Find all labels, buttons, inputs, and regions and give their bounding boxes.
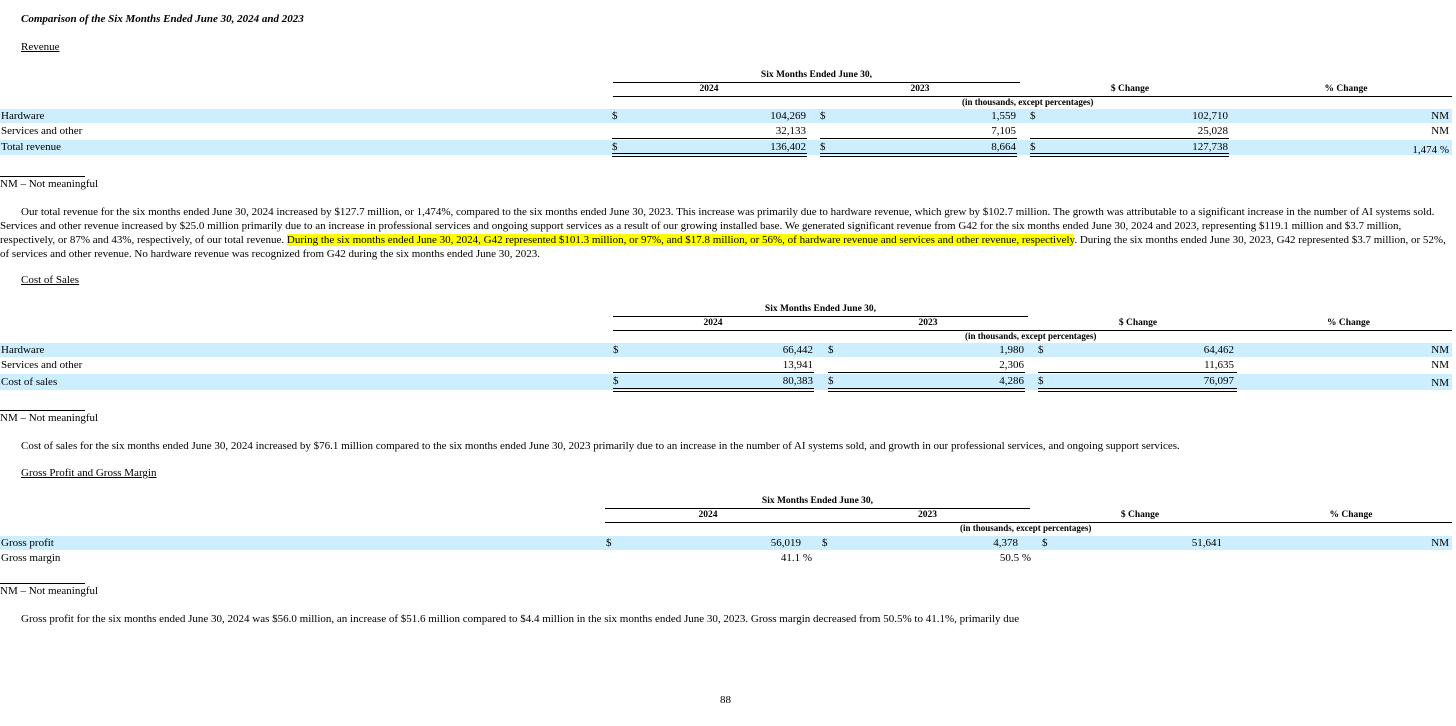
year-2023-header: 2023: [910, 84, 930, 94]
table-row: Hardware $ 104,269 $ 1,559 $ 102,710 NM: [0, 109, 1452, 123]
table-row: Gross profit $ 56,019 $ 4,378 $ 51,641 NM: [0, 536, 1452, 550]
gross-paragraph: Gross profit for the six months ended June 30, 2024 was $56.0 million, an increase of $51.6 million compared to $4.4 million in the six months ended June 30, 2023. Gross margin decreased from 50.5% to 41.1%, primarily due: [21, 613, 1020, 625]
table-row: Total revenue $ 136,402 $ 8,664 $ 127,738 1,474 %: [0, 140, 1452, 155]
page-title: Comparison of the Six Months Ended June 30, 2024 and 2023: [21, 13, 304, 25]
revenue-heading: Revenue: [21, 41, 60, 53]
cost-heading: Cost of Sales: [21, 274, 80, 286]
table-row: Cost of sales $ 80,383 $ 4,286 $ 76,097 NM: [0, 374, 1452, 390]
table-row: Services and other 13,941 2,306 11,635 NM: [1, 359, 1449, 371]
table-row: Hardware $ 66,442 $ 1,980 $ 64,462 NM: [0, 343, 1452, 357]
nm-note: NM – Not meaningful: [0, 412, 99, 424]
nm-note: NM – Not meaningful: [0, 178, 99, 190]
dollar-change-header: $ Change: [1110, 84, 1150, 94]
revenue-paragraph: Our total revenue for the six months ended June 30, 2024 increased by $127.7 million, or 1,474%, compared to the six months ended June 30, 2023. This increase was primarily due to hardware revenue, which grew by $102.7 million. The growth was attributable to a significant increase in the number of AI systems sold. Services and other revenue increased by $25.0 million primarily due to an increase in professional services and ongoing support services as a result of our growing installed base. We generated significant revenue from G42 for the six months ended June 30, 2024 and 2023, representing $119.1 million and $3.7 million, respectively, or 87% and 43%, respectively, of our total revenue. During the six months ended June 30, 2024, G42 represented $101.3 million, or 97%, and $17.8 million, or 56%, of hardware revenue and services and other revenue, respectively. During the six months ended June 30, 2023, G42 represented $3.7 million, or 52%, of services and other revenue. No hardware revenue was recognized from G42 during the six months ended June 30, 2023.: [0, 206, 1446, 260]
highlighted-text: During the six months ended June 30, 2024, G42 represented $101.3 million, or 97%, and $17.8 million, or 56%, of hardware revenue and services and other revenue, respectively: [286, 234, 1075, 246]
nm-note: NM – Not meaningful: [0, 585, 99, 597]
year-2024-header: 2024: [699, 84, 719, 94]
gross-heading: Gross Profit and Gross Margin: [21, 467, 157, 479]
period-header: Six Months Ended June 30,: [760, 70, 873, 80]
table-row: Services and other 32,133 7,105 25,028 NM: [1, 125, 1449, 137]
table-row: Gross margin 41.1 % 50.5 %: [1, 552, 1031, 564]
pct-change-header: % Change: [1324, 84, 1368, 94]
cost-paragraph: Cost of sales for the six months ended June 30, 2024 increased by $76.1 million compared to the six months ended June 30, 2023 primarily due to an increase in the number of AI systems sold, and growth in our professional services, and ongoing support services.: [21, 440, 1180, 452]
page-number: 88: [720, 694, 731, 706]
units-note: (in thousands, except percentages): [962, 97, 1094, 107]
